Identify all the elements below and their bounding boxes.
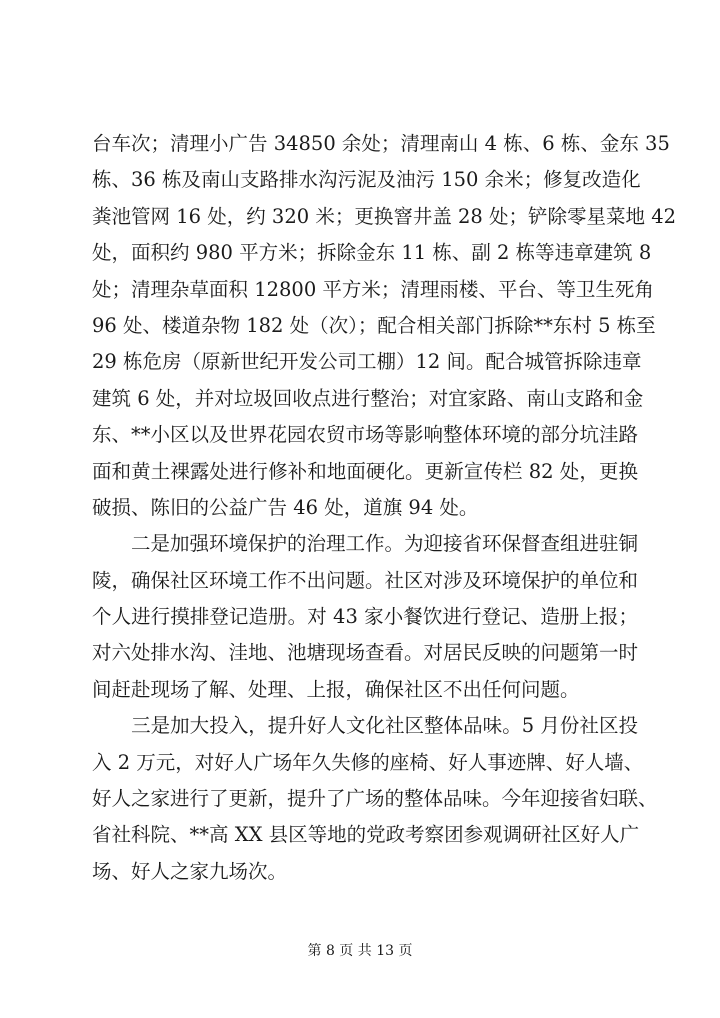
text-line: 个人进行摸排登记造册。对 43 家小餐饮进行登记、造册上报； (92, 605, 638, 629)
text-line: 29 栋危房（原新世纪开发公司工棚）12 间。配合城管拆除违章 (92, 350, 642, 374)
text-line: 二是加强环境保护的治理工作。为迎接省环保督查组进驻铜 (92, 532, 639, 556)
text-line: 处，面积约 980 平方米；拆除金东 11 栋、副 2 栋等违章建筑 8 (92, 241, 652, 265)
text-line: 间赶赴现场了解、处理、上报，确保社区不出任何问题。 (92, 677, 580, 701)
text-line: 对六处排水沟、洼地、池塘现场查看。对居民反映的问题第一时 (92, 641, 639, 665)
text-line: 好人之家进行了更新，提升了广场的整体品味。今年迎接省妇联、 (92, 787, 658, 811)
text-line: 陵，确保社区环境工作不出问题。社区对涉及环境保护的单位和 (92, 568, 639, 592)
body-text (92, 126, 677, 890)
text-line: 处；清理杂草面积 12800 平方米；清理雨楼、平台、等卫生死角 (92, 277, 654, 301)
page-number-footer: 第 8 页 共 13 页 (307, 943, 413, 959)
paragraph-cleanup-list (92, 126, 677, 526)
text-line: 破损、陈旧的公益广告 46 处，道旗 94 处。 (92, 495, 479, 519)
text-line: 省社科院、**高 XX 县区等地的党政考察团参观调研社区好人广 (92, 823, 640, 847)
text-line: 场、好人之家九场次。 (92, 859, 288, 883)
paragraph-environment-protection (92, 526, 638, 708)
text-line: 栋、36 栋及南山支路排水沟污泥及油污 150 余米；修复改造化 (92, 168, 641, 192)
text-line: 入 2 万元，对好人广场年久失修的座椅、好人事迹牌、好人墙、 (92, 750, 644, 774)
text-line: 东、**小区以及世界花园农贸市场等影响整体环境的部分坑洼路 (92, 423, 639, 447)
text-line: 面和黄土裸露处进行修补和地面硬化。更新宣传栏 82 处，更换 (92, 459, 638, 483)
paragraph-investment (92, 708, 658, 890)
text-line: 三是加大投入，提升好人文化社区整体品味。5 月份社区投 (92, 714, 638, 738)
text-line: 粪池管网 16 处，约 320 米；更换窨井盖 28 处；铲除零星菜地 42 (92, 204, 677, 228)
text-line: 96 处、楼道杂物 182 处（次）；配合相关部门拆除**东村 5 栋至 (92, 313, 656, 337)
text-line: 建筑 6 处，并对垃圾回收点进行整治；对宜家路、南山支路和金 (92, 386, 644, 410)
text-line: 台车次；清理小广告 34850 余处；清理南山 4 栋、6 栋、金东 35 (92, 132, 670, 155)
